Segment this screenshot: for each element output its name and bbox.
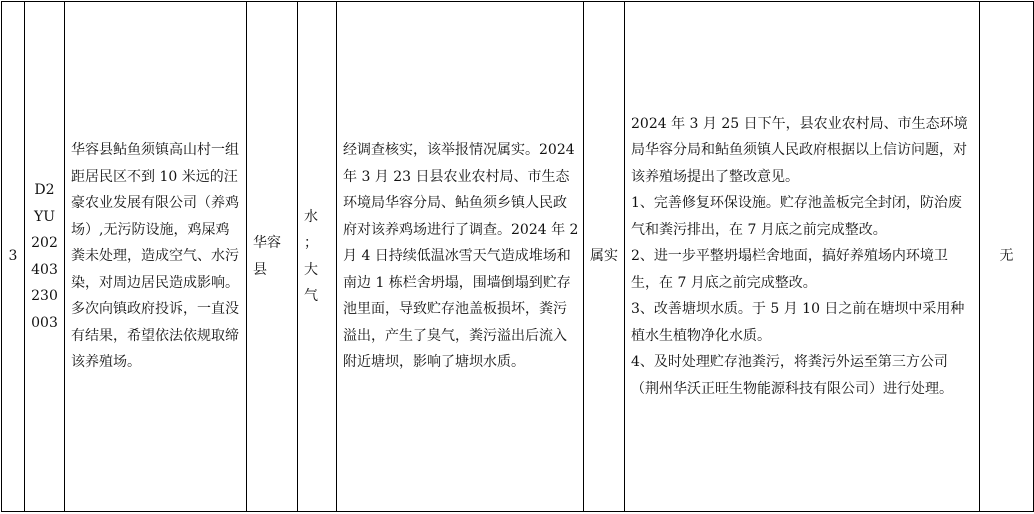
rectification-cell — [625, 2, 980, 512]
pollution-type-text: 水；大气 — [304, 208, 318, 304]
rectification-item: 4、及时处理贮存池粪污，将粪污外运至第三方公司（荆州华沃正旺生物能源科技有限公司）进行处理。 — [631, 354, 953, 397]
case-code-cell — [25, 2, 65, 512]
complaint-cell — [65, 2, 247, 512]
row-index: 3 — [8, 248, 18, 265]
verdict-text: 属实 — [590, 248, 618, 265]
county-cell — [247, 2, 298, 512]
rectification-item: 1、完善修复环保设施。贮存池盖板完全封闭，防治废气和粪污排出，在 7 月底之前完成整改。 — [631, 195, 962, 238]
remark-cell — [980, 2, 1034, 512]
case-code-part: 403 — [31, 261, 58, 278]
complaint-text: 华容县鲇鱼须镇高山村一组距居民区不到 10 米远的汪豪农业发展有限公司（养鸡场）,无污防设施，鸡屎鸡粪未处理，造成空气、水污染，对周边居民造成影响。多次向镇政府投诉，一直没有结果，希望依法依规取缔该养殖场。 — [71, 142, 239, 371]
case-code-part: YU — [33, 208, 56, 225]
rectification-item: 3、改善塘坝水质。于 5 月 10 日之前在塘坝中采用种植水生植物净化水质。 — [631, 301, 965, 344]
remark-text: 无 — [999, 248, 1014, 265]
case-code-part: 003 — [31, 314, 58, 331]
row-index-cell — [2, 2, 25, 512]
case-code-part: 202 — [31, 235, 58, 251]
table-row — [2, 2, 1034, 512]
rectification-intro: 2024 年 3 月 25 日下午，县农业农村局、市生态环境局华容分局和鲇鱼须镇人民政府根据以上信访问题，对该养殖场提出了整改意见。 — [631, 115, 968, 185]
case-code-part: D2 — [34, 182, 55, 198]
rectification-item: 2、进一步平整坍塌栏舍地面，搞好养殖场内环境卫生，在 7 月底之前完成整改。 — [631, 248, 948, 291]
investigation-text: 经调查核实，该举报情况属实。2024 年 3 月 23 日县农业农村局、市生态环境局华容分局、鲇鱼须乡镇人民政府对该养鸡场进行了调查。2024 年 2 月 4 日持续低温冰雪天气造成堆场和南边 1 栋栏舍坍塌，围墙倒塌到贮存池里面，导致贮存池盖板损坏，粪污溢出，产生了臭气，粪污溢出后流入附近塘坝，影响了塘坝水质。 — [343, 142, 579, 371]
case-code-part: 230 — [31, 288, 58, 304]
verdict-cell — [584, 2, 625, 512]
county-text: 华容县 — [253, 235, 281, 278]
petition-table — [1, 1, 1034, 512]
investigation-cell — [337, 2, 584, 512]
pollution-type-cell — [298, 2, 337, 512]
